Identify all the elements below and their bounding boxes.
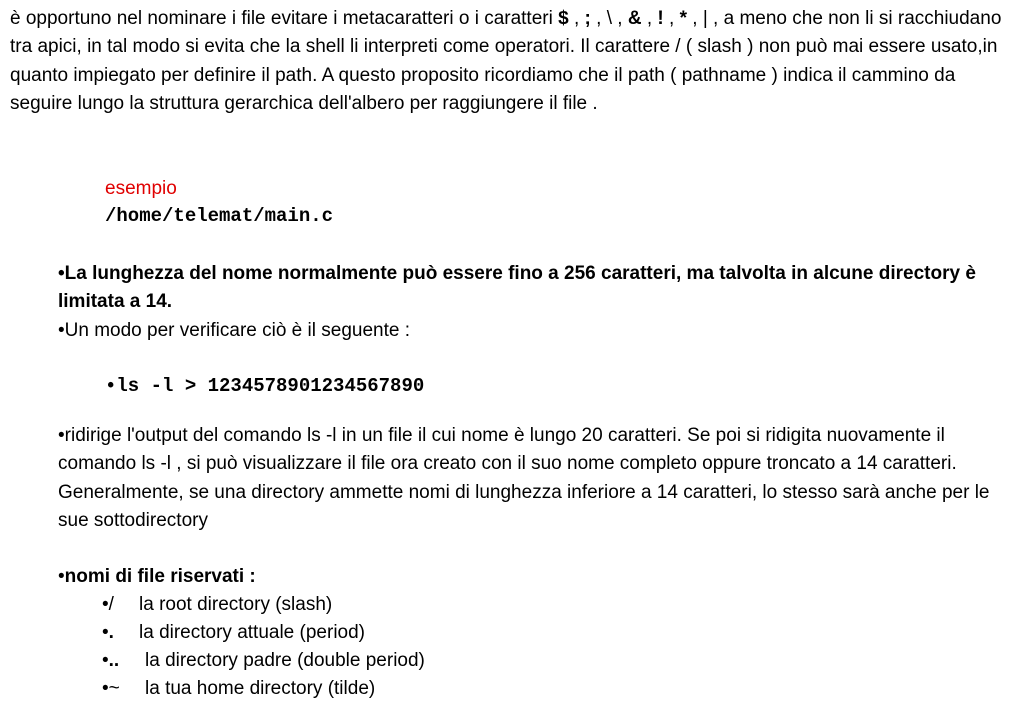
symbol-backslash: \ xyxy=(606,8,612,29)
intro-paragraph: è opportuno nel nominare i file evitare i metacaratteri o i caratteri $ , ; , \ , & , ! , * , | , a meno che non li si racchiudano tra apici, in tal modo si evita che la shell li interpreti come operatori. Il carattere / ( slash ) non può mai essere usato,in quanto impiegato per definire il path. A questo proposito ricordiamo che il path ( pathname ) indica il cammino da seguire lungo la struttura gerarchica dell'albero per raggiungere il file . xyxy=(10,8,1002,115)
reserved-item-symbol: . xyxy=(108,622,114,643)
symbol-pipe: | xyxy=(702,8,708,29)
symbol-dollar: $ xyxy=(558,8,569,29)
example-path: /home/telemat/main.c xyxy=(105,205,334,227)
reserved-item-bullet: • xyxy=(102,678,109,699)
reserved-item-bullet: • xyxy=(102,622,109,643)
reserved-item-desc: la directory padre (double period) xyxy=(145,650,425,671)
symbol-asterisk: * xyxy=(679,8,687,29)
reserved-item-desc: la tua home directory (tilde) xyxy=(145,678,376,699)
reserved-item-symbol: .. xyxy=(108,650,120,671)
explanation-bullet: •ridirige l'output del comando ls -l in un file il cui nome è lungo 20 caratteri. Se poi si ridigita nuovamente il comando ls -l , si può visualizzare il file ora creato con il suo nome completo oppure troncato a 14 caratteri. Generalmente, se una directory ammette nomi di lunghezza inferiore a 14 caratteri, lo stesso sarà anche per le sue sottodirectory xyxy=(58,425,990,532)
reserved-item-home xyxy=(102,675,375,703)
example-label: esempio xyxy=(105,178,177,199)
reserved-item-desc: la directory attuale (period) xyxy=(139,622,365,643)
symbol-exclamation: ! xyxy=(657,8,664,29)
reserved-bullet: • xyxy=(58,566,65,587)
reserved-item-symbol: / xyxy=(108,594,114,615)
reserved-item-desc: la root directory (slash) xyxy=(139,594,333,615)
intro-text-after: , a meno che non li si racchiudano tra apici, in tal modo si evita che la shell li interpreti come operatori. Il carattere / ( slash ) non può mai essere usato,in quanto impiegato per definire il path. A questo proposito ricordiamo che il path ( pathname ) indica il cammino da seguire lungo la struttura gerarchica dell'albero per raggiungere il file . xyxy=(10,8,1002,115)
symbol-ampersand: & xyxy=(627,8,642,29)
length-rule-bullet: •La lunghezza del nome normalmente può essere fino a 256 caratteri, ma talvolta in alcune directory è limitata a 14. xyxy=(58,263,976,313)
verify-intro-bullet: •Un modo per verificare ciò è il seguente : xyxy=(58,320,410,341)
reserved-title: nomi di file riservati : xyxy=(64,566,256,587)
reserved-item-root xyxy=(102,591,332,619)
reserved-names-heading xyxy=(58,563,256,591)
reserved-item-bullet: • xyxy=(102,650,109,671)
reserved-item-symbol: ~ xyxy=(108,678,120,699)
intro-text-before: è opportuno nel nominare i file evitare i metacaratteri o i caratteri xyxy=(10,8,559,29)
command-example: •ls -l > 1234578901234567890 xyxy=(105,375,425,397)
reserved-item-bullet: • xyxy=(102,594,109,615)
reserved-item-parent xyxy=(102,647,425,675)
reserved-item-current xyxy=(102,619,365,647)
symbol-semicolon: ; xyxy=(584,8,591,29)
